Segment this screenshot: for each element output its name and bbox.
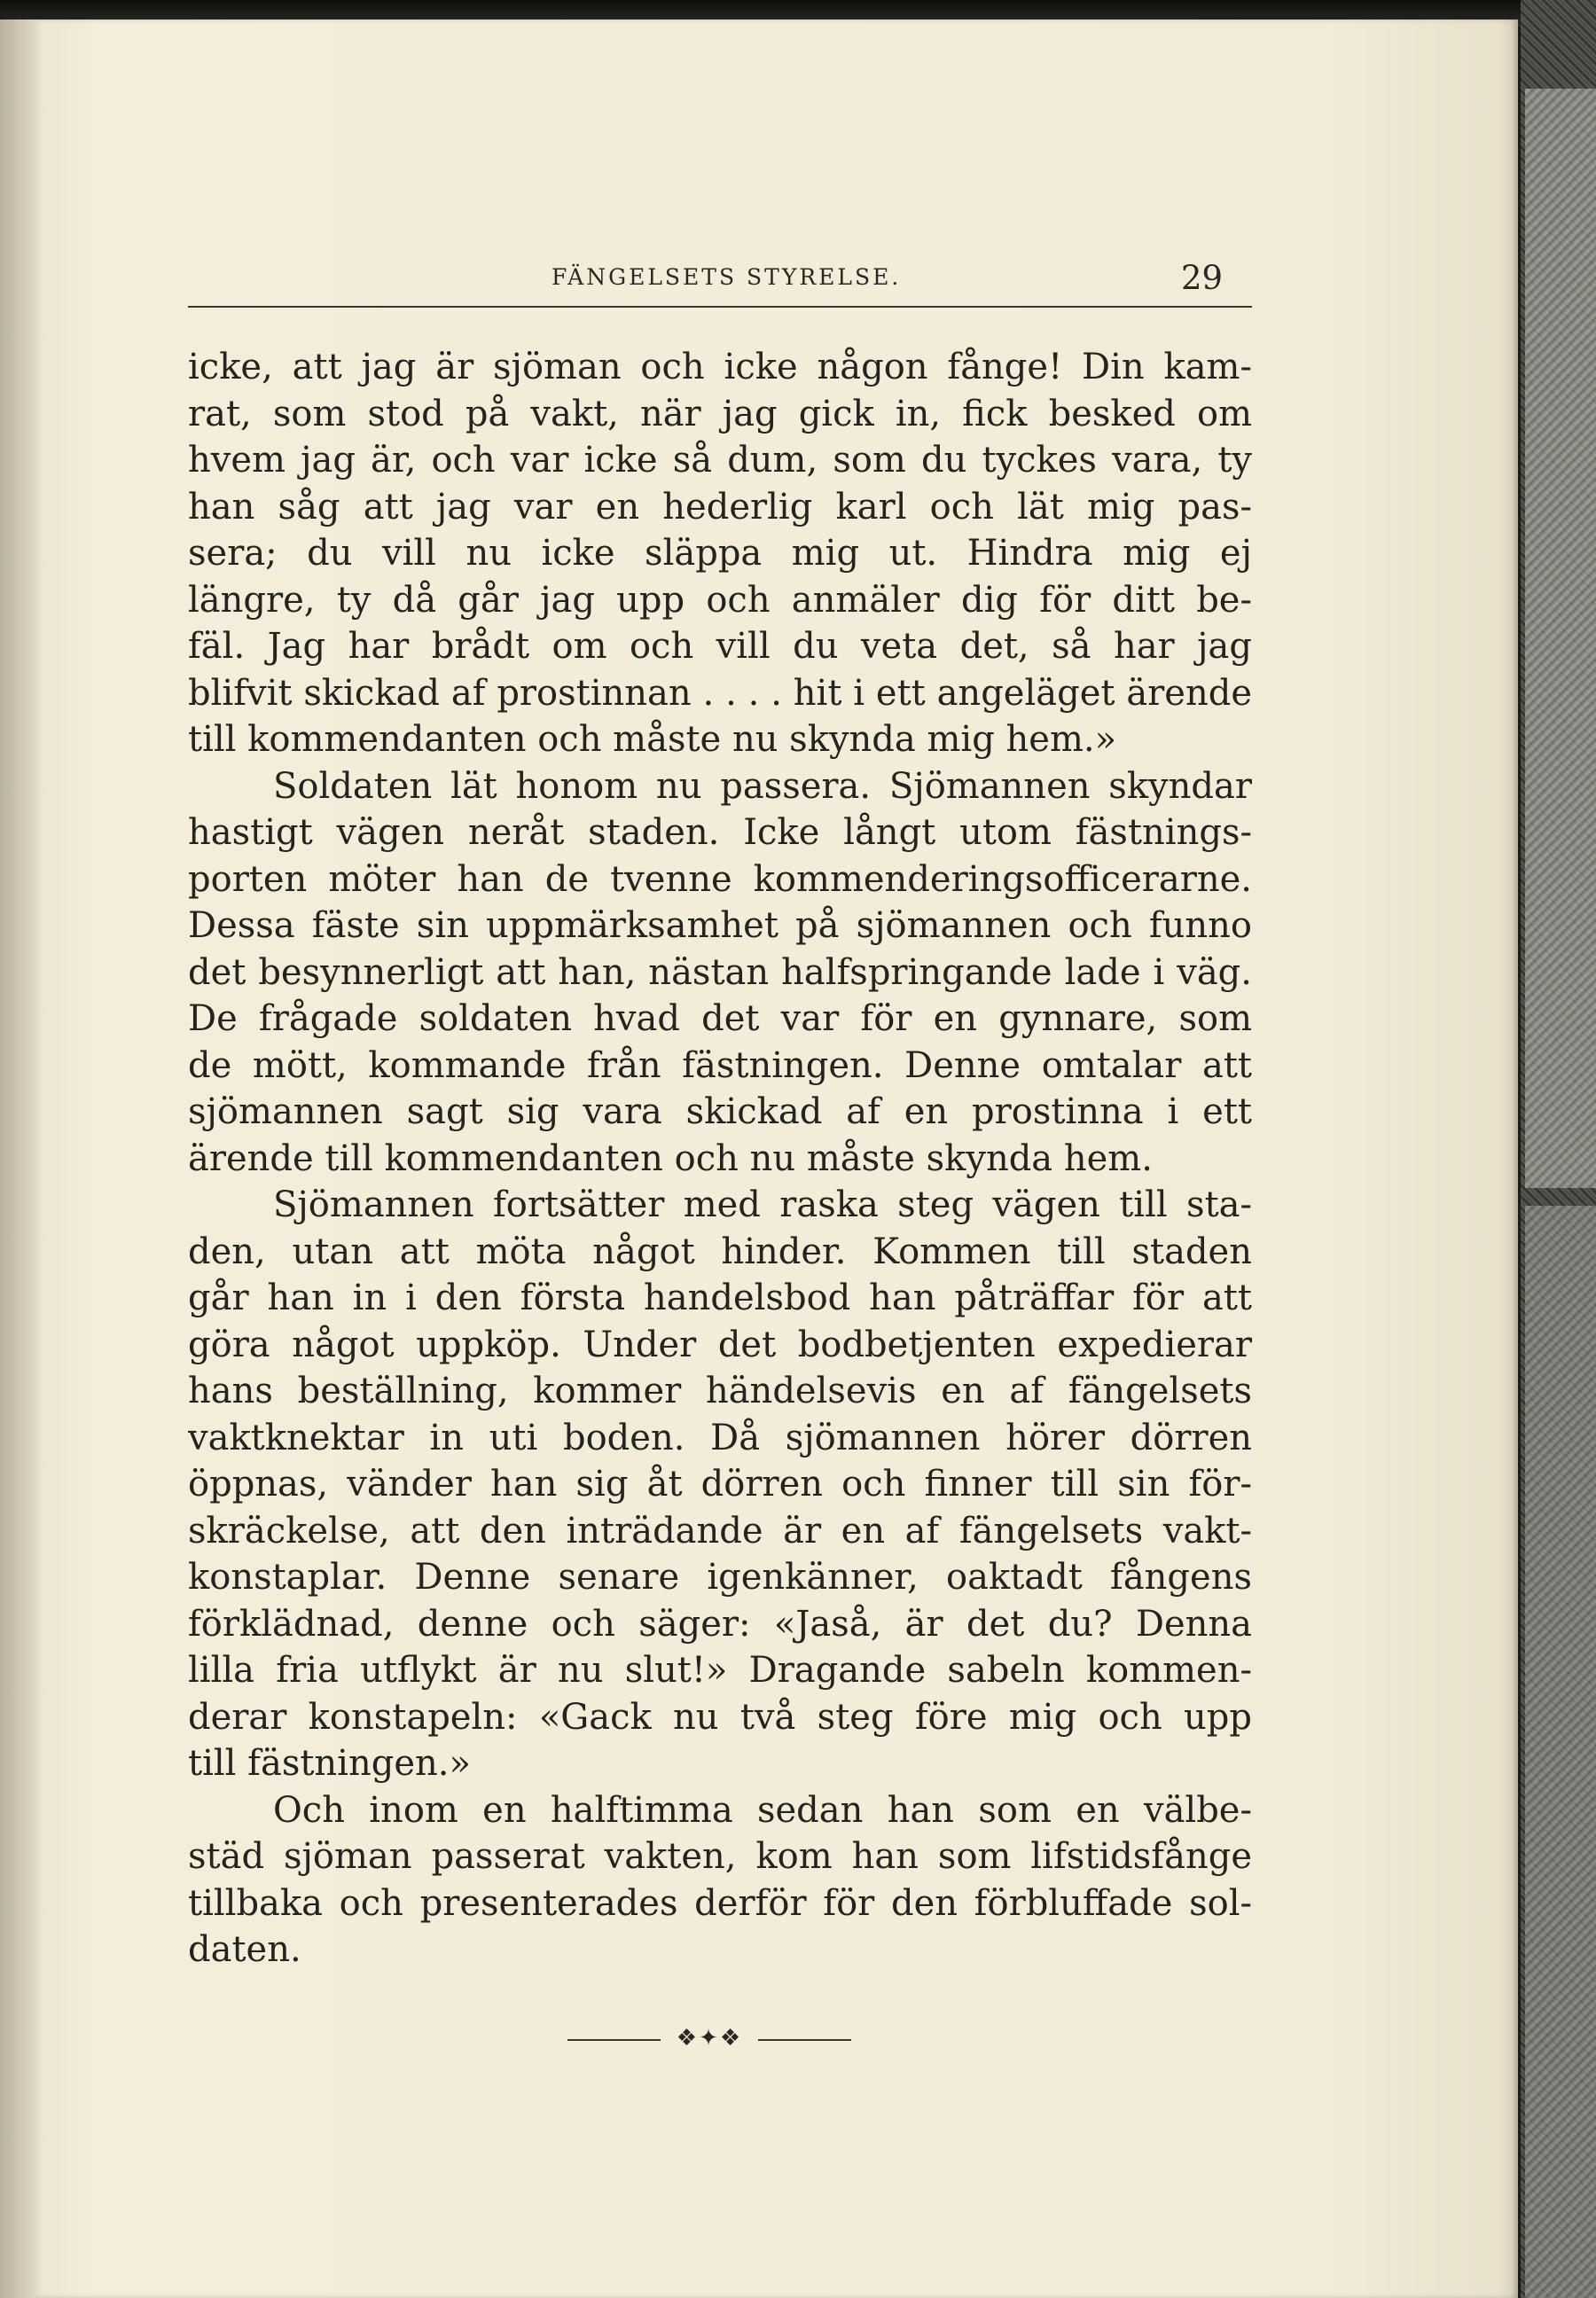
text-line: till kommendanten och måste nu skynda mig hem.» (188, 719, 1117, 760)
page-gutter-shadow (0, 20, 43, 2298)
running-head-title: FÄNGELSETS STYRELSE. (552, 264, 902, 290)
header-rule (188, 306, 1252, 308)
end-ornament (567, 2027, 851, 2053)
text-line: hvem jag är, och var icke så dum, som du tyckes vara, ty (188, 440, 1252, 481)
text-line: städ sjöman passerat vakten, kom han som lifstidsfånge (188, 1836, 1252, 1877)
text-line: rat, som stod på vakt, när jag gick in, fick besked om (188, 393, 1252, 434)
text-line: Soldaten lät honom nu passera. Sjömannen skyndar (273, 765, 1252, 807)
text-line: går han in i den första handelsbod han påträffar för att (188, 1278, 1252, 1318)
text-line: Och inom en halftimma sedan han som en välbe- (273, 1789, 1252, 1831)
text-line: vaktknektar in uti boden. Då sjömannen hörer dörren (188, 1417, 1252, 1458)
text-line: förklädnad, denne och säger: «Jaså, är det du? Denna (188, 1603, 1252, 1645)
running-head (188, 259, 1252, 303)
text-line: Sjömannen fortsätter med raska steg vägen till sta- (273, 1184, 1252, 1225)
ornament-rule-right (758, 2039, 851, 2041)
text-line: skräckelse, att den inträdande är en af fängelsets vakt- (188, 1510, 1252, 1552)
text-line: tillbaka och presenterades derför för den förbluffade sol- (188, 1882, 1252, 1924)
text-line: hans beställning, kommer händelsevis en af fängelsets (188, 1371, 1252, 1411)
text-line: längre, ty då går jag upp och anmäler dig för ditt be- (188, 579, 1252, 621)
text-line: porten möter han de tvenne kommenderingsofficerarne. (188, 858, 1252, 900)
text-line: daten. (188, 1929, 301, 1970)
text-line: det besynnerligt att han, nästan halfspringande lade i väg. (188, 951, 1252, 993)
text-line: lilla fria utflykt är nu slut!» Dragande sabeln kommen- (188, 1650, 1252, 1691)
text-line: De frågade soldaten hvad det var för en gynnare, som (188, 998, 1252, 1039)
text-line: konstaplar. Denne senare igenkänner, oaktadt fångens (188, 1557, 1252, 1598)
text-line: sera; du vill nu icke släppa mig ut. Hindra mig ej (188, 533, 1252, 574)
text-line: han såg att jag var en hederlig karl och lät mig pas- (188, 486, 1252, 528)
text-line: Dessa fäste sin uppmärksamhet på sjömannen och funno (188, 905, 1252, 946)
ornament-glyph: ❖✦❖ (676, 2025, 743, 2052)
book-cover-texture-lower (1525, 1206, 1596, 2298)
text-line: göra något uppköp. Under det bodbetjenten expedierar (188, 1324, 1252, 1365)
ornament-rule-left (567, 2039, 661, 2041)
text-line: hastigt vägen neråt staden. Icke långt utom fästnings- (188, 812, 1252, 853)
text-line: ärende till kommendanten och nu måste skynda hem. (188, 1137, 1153, 1179)
text-line: de mött, kommande från fästningen. Denne omtalar att (188, 1044, 1252, 1086)
text-line: derar konstapeln: «Gack nu två steg före mig och upp (188, 1696, 1252, 1738)
book-cover-texture (1525, 89, 1596, 1188)
text-line: den, utan att möta något hinder. Kommen till staden (188, 1231, 1252, 1272)
text-line: fäl. Jag har brådt om och vill du veta det, så har jag (188, 626, 1252, 667)
text-line: öppnas, vänder han sig åt dörren och finner till sin för- (188, 1464, 1252, 1505)
text-line: blifvit skickad af prostinnan . . . . hit i ett angeläget ärende (188, 672, 1252, 714)
text-line: icke, att jag är sjöman och icke någon fånge! Din kam- (188, 347, 1252, 387)
text-line: till fästningen.» (188, 1743, 471, 1784)
page-number: 29 (1181, 259, 1224, 297)
body-text (188, 344, 1252, 1974)
text-line: sjömannen sagt sig vara skickad af en prostinna i ett (188, 1091, 1252, 1132)
